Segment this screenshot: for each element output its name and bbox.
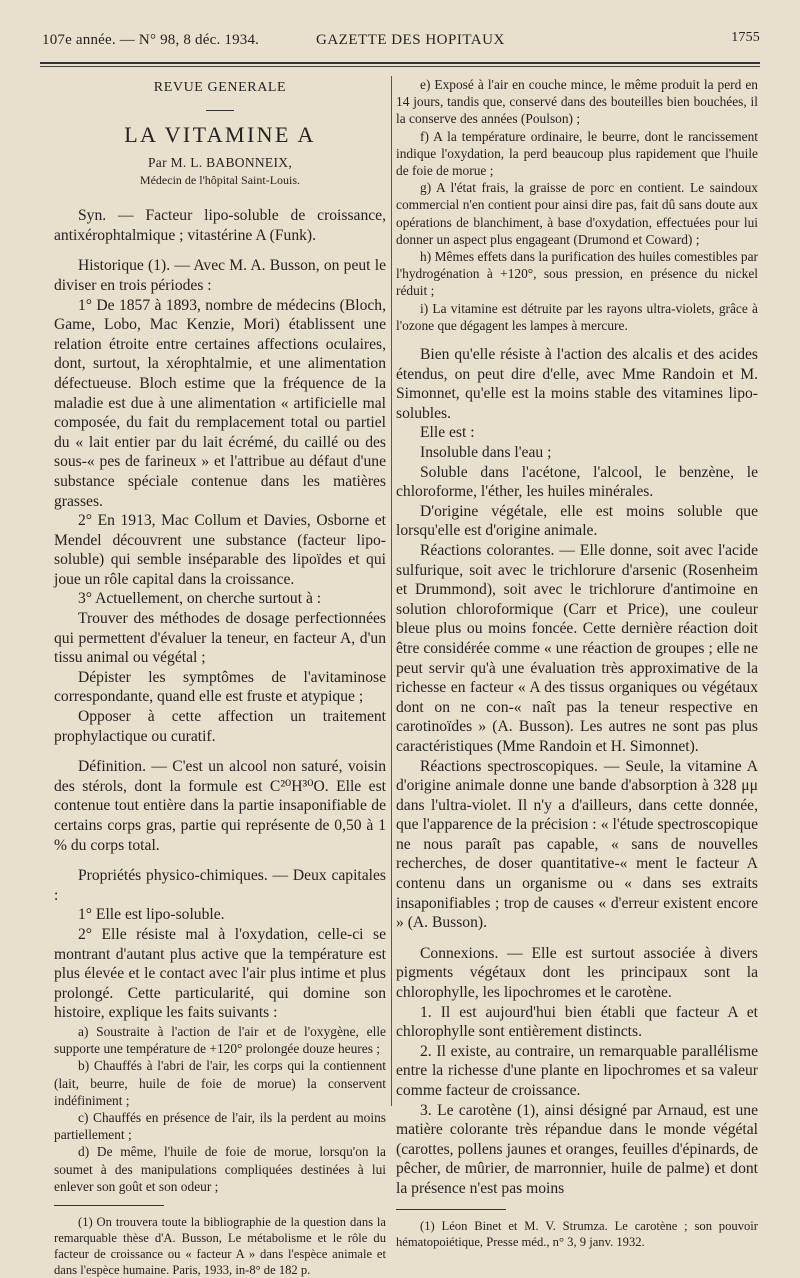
article-author: Par M. L. BABONNEIX,	[148, 155, 292, 171]
section-rule	[206, 110, 234, 111]
fact-b: b) Chauffés à l'abri de l'air, les corps qui la contiennent (lait, beurre, huile de foie de morue) la conservent indéfiniment ;	[54, 1058, 386, 1108]
footnote-rule-right	[396, 1209, 506, 1210]
insoluble-line: Insoluble dans l'eau ;	[420, 444, 552, 462]
soluble-line: Soluble dans l'acétone, l'alcool, le benzène, le chloroforme, l'éther, les huiles minérales.	[396, 463, 758, 501]
history-item-2: 2° En 1913, Mac Collum et Davies, Osborne et Mendel découvrent une substance (facteur lipo-soluble) qui semble inséparable des lipoïdes et qui joue un rôle capital dans la croissance.	[54, 512, 386, 588]
origin-line: D'origine végétale, elle est moins soluble que lorsqu'elle est d'origine animale.	[396, 502, 758, 540]
left-column	[54, 76, 386, 1278]
history-item-3: 3° Actuellement, on cherche surtout à :	[78, 590, 322, 608]
section-label: REVUE GENERALE	[153, 80, 287, 95]
fact-d: d) De même, l'huile de foie de morue, lorsqu'on la soumet à des manipulations compliquées destinées à lui enlever son goût et son odeur ;	[54, 1144, 386, 1194]
fact-c: c) Chauffés en présence de l'air, ils la perdent au moins partiellement ;	[54, 1109, 386, 1143]
connexion-1: 1. Il est aujourd'hui bien établi que facteur A et chlorophylle sont entièrement distincts.	[396, 1003, 758, 1041]
property-2: 2° Elle résiste mal à l'oxydation, celle-ci se montrant d'autant plus active que la température est plus élevée et le contact avec l'air plus intime et plus prolongé. Cette particularité, qui domine son histoire, explique les faits suivants :	[54, 925, 386, 1022]
connexion-3: 3. Le carotène (1), ainsi désigné par Arnaud, est une matière colorante très répandue dans le monde végétal (carottes, pollens jaunes et oranges, feuilles d'épinards, de pêcher, de mûrier, de marronnier, huile de palme) et dont la présence n'est pas moins	[396, 1101, 758, 1197]
properties-heading: Propriétés physico-chimiques. — Deux capitales :	[54, 867, 386, 904]
article-title: LA VITAMINE A	[124, 121, 316, 147]
history-item-3a: Trouver des méthodes de dosage perfectionnées qui permettent d'évaluer la teneur, en facteur A, d'un tissu animal ou végétal ;	[54, 610, 386, 667]
header-rule-thin	[40, 66, 760, 67]
definition-paragraph: Définition. — C'est un alcool non saturé, voisin des stérols, dont la formule est C²⁰H³⁰O. Elle est contenue tout entière dans la partie insaponifiable de certains corps gras, partie qui représente de 0,50 à 1 % du corps total.	[54, 758, 386, 854]
color-reactions-paragraph: Réactions colorantes. — Elle donne, soit avec l'acide sulfurique, soit avec le trichlorure d'arsenic (Rosenheim et Drummond), soit avec le trichlorure d'antimoine en solution chloroformique (Carr et Price), une couleur bleue plus ou moins foncée. Cette dernière réaction doit être considérée comme « une réaction de groupes ; elle ne peut servir qu'à une évaluation très approximative de la richesse en facteur « A des tissus organiques ou végétaux dont on ne con-« naît pas la teneur respective en carotinoïdes » (A. Busson). Les autres ne sont pas plus caractéristiques (Mme Randoin et H. Simonnet).	[396, 541, 758, 755]
history-item-3c: Opposer à cette affection un traitement prophylactique ou curatif.	[54, 708, 386, 745]
right-column	[396, 76, 758, 1250]
synonyms-paragraph: Syn. — Facteur lipo-soluble de croissance, antixérophtalmique ; vitastérine A (Funk).	[54, 207, 386, 244]
property-1: 1° Elle est lipo-soluble.	[78, 906, 225, 924]
footnote-rule	[54, 1205, 164, 1206]
footnote-right: (1) Léon Binet et M. V. Strumza. Le carotène ; son pouvoir hématopoiétique, Presse méd., n° 3, 9 janv. 1932.	[396, 1218, 758, 1249]
connexions-paragraph: Connexions. — Elle est surtout associée à divers pigments végétaux dont les principaux sont la chlorophylle, les lipochromes et le carotène.	[396, 944, 758, 1002]
page-number: 1755	[731, 30, 760, 45]
header-rule	[40, 62, 760, 64]
solubility-intro: Elle est :	[420, 424, 475, 442]
author-affiliation: Médecin de l'hôpital Saint-Louis.	[139, 173, 301, 188]
fact-g: g) A l'état frais, la graisse de porc en contient. Le saindoux commercial n'en contient pour ainsi dire pas, fait dû sans doute aux opérations de blanchiment, à base d'oxydation, effectuées pour lui donner un aspect plus engageant (Drumond et Coward) ;	[396, 180, 758, 247]
stability-paragraph: Bien qu'elle résiste à l'action des alcalis et des acides étendus, on peut dire d'elle, avec Mme Randoin et M. Simonnet, qu'elle est la moins stable des vitamines lipo-solubles.	[396, 346, 758, 422]
journal-title: GAZETTE DES HOPITAUX	[316, 32, 505, 48]
fact-i: i) La vitamine est détruite par les rayons ultra-violets, grâce à l'ozone que dégagent les lampes à mercure.	[396, 300, 758, 333]
spectro-reactions-paragraph: Réactions spectroscopiques. — Seule, la vitamine A d'origine animale donne une bande d'absorption à 328 μμ dans l'ultra-violet. Il n'y a d'ailleurs, dans cette donnée, que l'apparence de la précision : « l'étude spectroscopique ne nous paraît pas capable, « sans de nouvelles recherches, de doser quantitative-« ment le facteur A contenu dans un organisme ou « dans ses extraits insaponifiables ; trop de causes « d'erreur existent encore » (A. Busson).	[396, 757, 758, 932]
fact-f: f) A la température ordinaire, le beurre, dont le rancissement indique l'oxydation, la perd beaucoup plus rapidement que l'huile de foie de morue ;	[396, 128, 758, 179]
running-header	[42, 32, 760, 56]
issue-info: 107e année. — N° 98, 8 déc. 1934.	[42, 32, 260, 48]
connexion-2: 2. Il existe, au contraire, un remarquable parallélisme entre la richesse d'une plante en lipochromes et sa valeur comme facteur de croissance.	[396, 1042, 758, 1100]
fact-a: a) Soustraite à l'action de l'air et de l'oxygène, elle supporte une température de +120° prolongée douze heures ;	[54, 1023, 386, 1057]
footnote-left: (1) On trouvera toute la bibliographie de la question dans la remarquable thèse d'A. Busson, Le métabolisme et le rôle du facteur de croissance ou « facteur A » dans l'espèce animale et dans l'espèce humaine. Paris, 1933, in-8° de 182 p.	[54, 1214, 386, 1277]
fact-h: h) Mêmes effets dans la purification des huiles comestibles par l'hydrogénation à +120°, sous pression, en présence du nickel réduit ;	[396, 249, 758, 299]
column-divider	[391, 76, 392, 1106]
history-item-3b: Dépister les symptômes de l'avitaminose correspondante, quand elle est fruste et atypique ;	[54, 668, 386, 706]
historique-paragraph: Historique (1). — Avec M. A. Busson, on peut le diviser en trois périodes :	[54, 257, 386, 294]
history-item-1: 1° De 1857 à 1893, nombre de médecins (Bloch, Game, Lobo, Mac Kenzie, Mori) établissent une relation étroite entre certaines affections oculaires, dont, surtout, la xérophtalmie, et une alimentation défectueuse. Bloch estime que la fréquence de la maladie est due à une alimentation « artificielle mal composée, du fait du remplacement total ou partiel du « lait entier par du lait écrémé, du caillé ou des sous-« pes de farineux » et l'attribue au défaut d'une substance spéciale contenue dans les matières grasses.	[54, 296, 386, 510]
fact-e: e) Exposé à l'air en couche mince, le même produit la perd en 14 jours, tandis que, conservé dans des bouteilles bien bouchées, il la conserve des années (Poulson) ;	[396, 77, 758, 127]
